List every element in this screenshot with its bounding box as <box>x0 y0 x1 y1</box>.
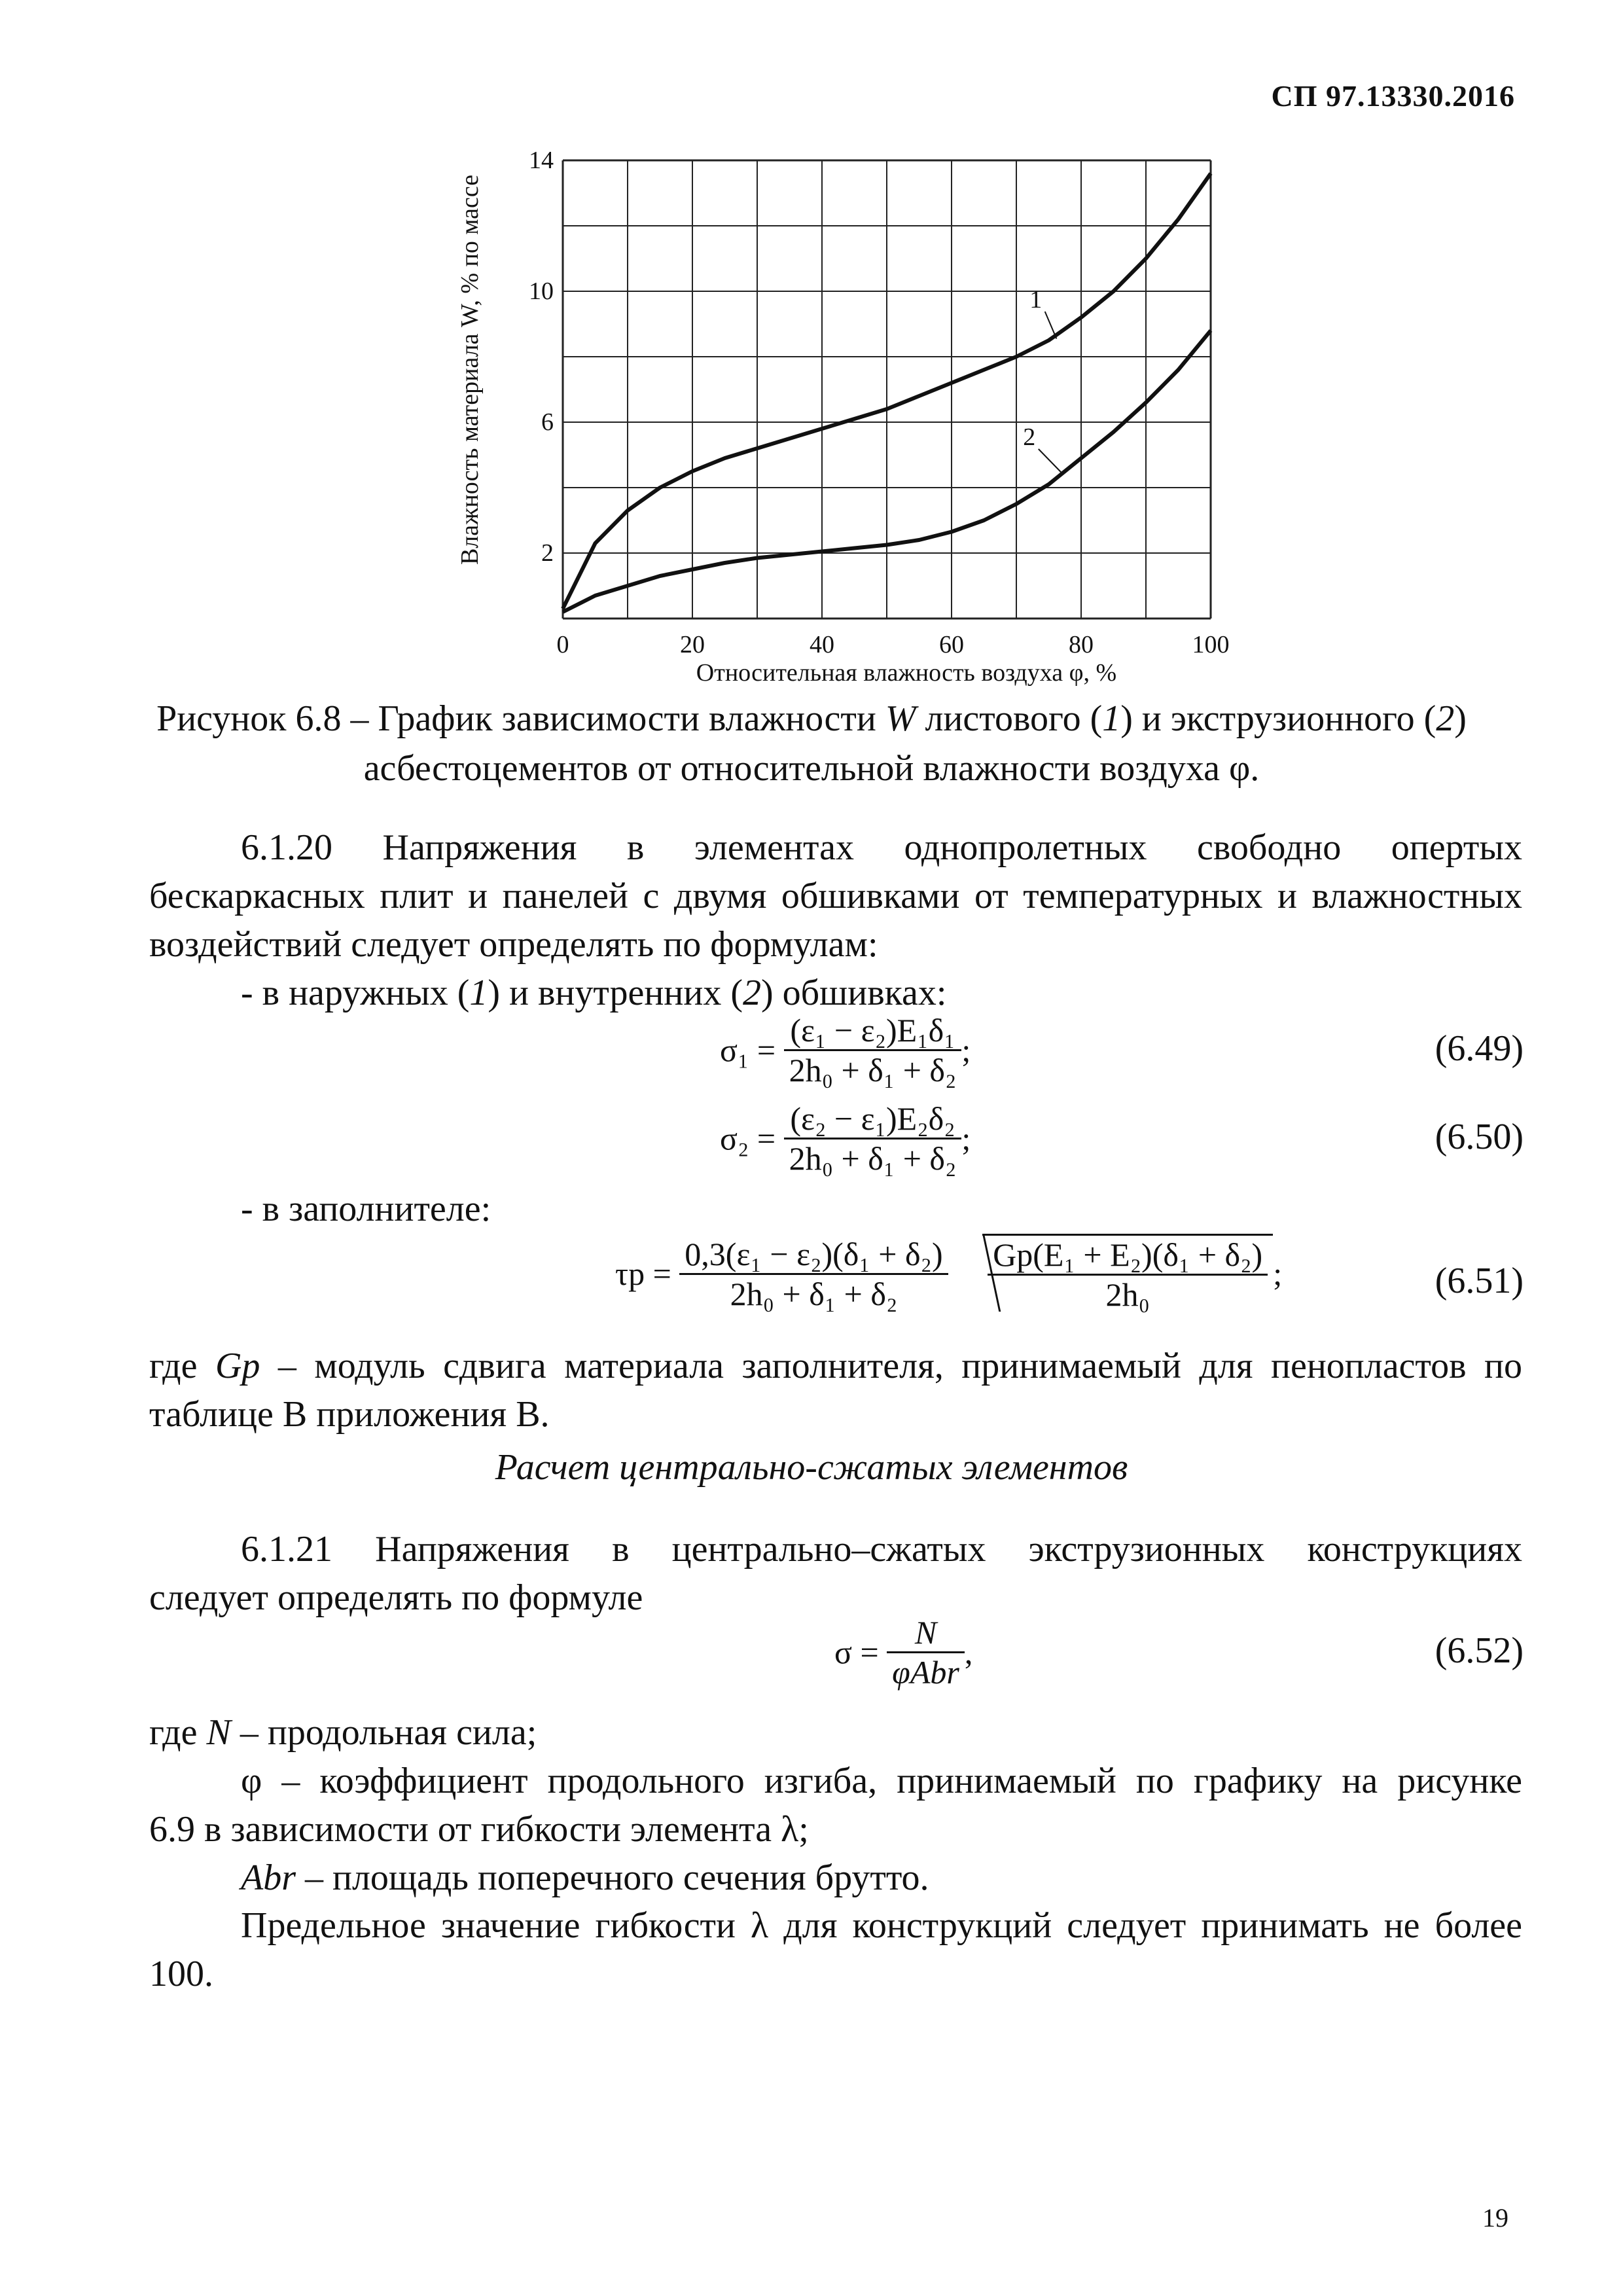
fraction: $\frac{N}{\text{φAbr}}$ <box>887 1613 965 1691</box>
equation-number: (6.50) <box>1435 1117 1524 1157</box>
paragraph-line: бескаркасных плит и панелей с двумя обшивками от температурных и влажностных <box>149 876 1522 916</box>
bullet-outer-inner: - в наружных (1) и внутренних (2) обшивках: <box>241 973 947 1013</box>
moisture-chart <box>438 144 1289 694</box>
where-phi: φ – коэффициент продольного изгиба, принимаемый по графику на рисунке <box>241 1761 1522 1801</box>
y-tick-label: 2 <box>541 539 554 567</box>
caption-line-1: Рисунок 6.8 – График зависимости влажности W листового (1) и экструзионного (2) <box>156 698 1467 739</box>
fraction: $\frac{\text{(ε₂ − ε₁)E₂δ₂}}{\text{2h₀ + δ₁ + δ₂}}$ <box>784 1100 962 1177</box>
formula-6-52: σ = $\frac{N}{\text{φAbr}}$ , <box>834 1614 973 1691</box>
x-axis-label: Относительная влажность воздуха φ, % <box>696 659 1117 687</box>
paragraph-6-1-21 <box>149 1525 1522 1622</box>
where-phi-cont: 6.9 в зависимости от гибкости элемента λ; <box>149 1809 809 1850</box>
where-abr: Abr – площадь поперечного сечения брутто. <box>241 1857 929 1898</box>
y-tick-label: 14 <box>529 147 554 174</box>
figure-caption <box>0 694 1623 793</box>
equation-number: (6.51) <box>1435 1261 1524 1301</box>
page-number: 19 <box>1482 2203 1508 2233</box>
paragraph-line: воздействий следует определять по формулам: <box>149 924 878 965</box>
chart-ticks <box>529 147 1230 658</box>
x-tick-label: 0 <box>556 631 569 658</box>
curve-label-2: 2 <box>1023 423 1036 451</box>
formula-6-50: σ₂ = $\frac{\text{(ε₂ − ε₁)E₂δ₂}}{\text{2h₀ + δ₁ + δ₂}}$ ; <box>720 1100 971 1177</box>
document-code: СП 97.13330.2016 <box>1271 79 1515 113</box>
x-tick-label: 60 <box>939 631 964 658</box>
paragraph-limit <box>149 1901 1522 1998</box>
x-tick-label: 80 <box>1069 631 1094 658</box>
square-root <box>982 1234 1273 1314</box>
y-tick-label: 10 <box>529 278 554 305</box>
equation-number: (6.52) <box>1435 1630 1524 1671</box>
equation-number: (6.49) <box>1435 1028 1524 1069</box>
fraction: $\frac{\text{Gp(E₁ + E₂)(δ₁ + δ₂)}}{\text{2h₀}}$ <box>988 1236 1268 1314</box>
formula-6-51: τp = $\frac{\text{0,3(ε₁ − ε₂)(δ₁ + δ₂)}}{\text{2h₀ + δ₁ + δ₂}}$ $\frac{\text{Gp(E₁ + E₂)(δ₁ + δ₂)}}{\text{2h₀}}$ ; <box>615 1234 1282 1314</box>
paragraph-line: 100. <box>149 1954 213 1994</box>
paragraph-6-1-20 <box>149 823 1522 1017</box>
chart-grid <box>563 160 1211 619</box>
paragraph-line: 6.1.20 Напряжения в элементах однопролетных свободно опертых <box>241 827 1522 868</box>
y-tick-label: 6 <box>541 408 554 436</box>
chart-curve-labels <box>1023 286 1061 473</box>
leader-line-2 <box>1039 449 1062 473</box>
fraction: $\frac{\text{0,3(ε₁ − ε₂)(δ₁ + δ₂)}}{\text{2h₀ + δ₁ + δ₂}}$ <box>679 1235 948 1313</box>
paragraph-line: следует определять по формуле <box>149 1577 643 1618</box>
x-tick-label: 40 <box>810 631 834 658</box>
caption-line-2: асбестоцементов от относительной влажности воздуха φ. <box>363 748 1260 789</box>
y-axis-label: Влажность материала W, % по массе <box>456 174 484 565</box>
fraction: $\frac{\text{(ε₁ − ε₂)E₁δ₁}}{\text{2h₀ + δ₁ + δ₂}}$ <box>784 1011 962 1089</box>
paragraph-line: Предельное значение гибкости λ для конструкций следует принимать не более <box>241 1905 1522 1946</box>
curve-label-1: 1 <box>1029 286 1043 314</box>
x-tick-label: 20 <box>680 631 705 658</box>
where-n: где N – продольная сила; <box>149 1712 537 1753</box>
section-heading: Расчет центрально-сжатых элементов <box>495 1447 1128 1488</box>
where-gp: где Gp – модуль сдвига материала заполнителя, принимаемый для пенопластов по таблице В приложения В. <box>149 1346 1522 1435</box>
formula-6-49: σ₁ = $\frac{\text{(ε₁ − ε₂)E₁δ₁}}{\text{2h₀ + δ₁ + δ₂}}$ ; <box>720 1012 971 1088</box>
where-list <box>149 1708 1522 1902</box>
leader-line-1 <box>1045 312 1057 339</box>
x-tick-label: 100 <box>1192 631 1230 658</box>
bullet-filler: - в заполнителе: <box>241 1189 491 1229</box>
paragraph-line: 6.1.21 Напряжения в центрально–сжатых экструзионных конструкциях <box>241 1529 1522 1570</box>
